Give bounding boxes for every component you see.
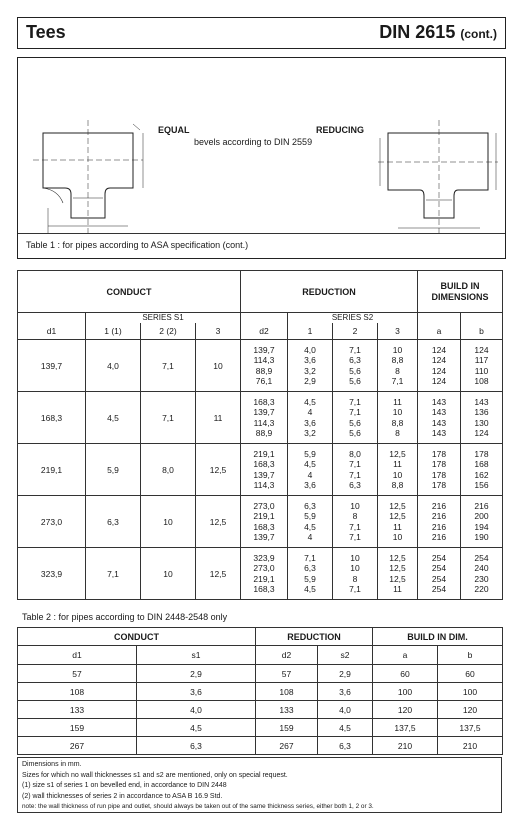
table2-body (18, 665, 503, 755)
table1-row (18, 392, 503, 444)
col-header: 1 (1) (86, 323, 141, 340)
table1-value: 3,2 (304, 428, 316, 438)
table1-value: 254 (431, 573, 447, 584)
table1-cell-d1: 139,7 (18, 340, 86, 392)
col-header: b (438, 646, 503, 665)
table1-row (18, 340, 503, 392)
table2-cell: 267 (18, 737, 137, 755)
table2-cell: 57 (18, 665, 137, 683)
table1-cell-r3 (378, 496, 418, 548)
table1-value: 124 (431, 355, 447, 365)
table2-cell: 3,6 (137, 683, 256, 701)
table1-cell-s1-3: 12,5 (196, 496, 241, 548)
table1-value: 117 (474, 355, 489, 365)
table1-value: 219,1 (253, 573, 275, 584)
table1-value: 12,5 (389, 552, 406, 563)
table1-value: 12,5 (389, 448, 406, 459)
table1-cell-b (461, 340, 503, 392)
table2-cell: 137,5 (438, 719, 503, 737)
table1-cell-s1-1: 4,0 (86, 340, 141, 392)
table1-value: 219,1 (253, 448, 275, 459)
table2-cell: 6,3 (137, 737, 256, 755)
table1-value: 254 (431, 563, 447, 573)
table2-conduct-header: CONDUCT (18, 628, 256, 646)
table1-cell-s1-1: 4,5 (86, 392, 141, 444)
table1-cell-s1-2: 8,0 (141, 444, 196, 496)
table2-cell: 120 (438, 701, 503, 719)
table2-cell: 120 (373, 701, 438, 719)
table1-value: 139,7 (253, 344, 275, 355)
col-header: a (418, 323, 461, 340)
table1-value: 3,2 (304, 365, 316, 376)
table2-cell: 159 (18, 719, 137, 737)
table1-value: 323,9 (253, 552, 275, 563)
table1-cell-r3 (378, 392, 418, 444)
table1-group-header (18, 271, 503, 313)
tee-drawings (18, 58, 505, 258)
table1-cell-a (418, 340, 461, 392)
table1-value: 4,0 (304, 344, 316, 355)
table2-reduction-header: REDUCTION (256, 628, 373, 646)
table1-cell-d2 (241, 392, 288, 444)
table2-row (18, 683, 503, 701)
table1-value: 10 (392, 532, 403, 542)
table1-cell-s1-2: 7,1 (141, 340, 196, 392)
table1-value: 139,7 (253, 532, 275, 542)
table1-value: 11 (393, 459, 402, 469)
table1-value: 168,3 (253, 521, 275, 532)
table1-value: 8,8 (391, 355, 404, 365)
table1-value: 8,8 (391, 417, 404, 428)
table1-value: 3,6 (304, 480, 316, 490)
table2-column-header (18, 646, 503, 665)
table1-cell-b (461, 496, 503, 548)
notes-box (17, 757, 502, 813)
table1-value: 7,1 (349, 396, 361, 407)
table1-cell-b (461, 548, 503, 600)
table2-cell: 2,9 (137, 665, 256, 683)
table1-value: 162 (474, 469, 489, 480)
table1-value: 88,9 (255, 365, 273, 376)
table1-value: 8 (395, 365, 400, 376)
table1-value: 7,1 (349, 459, 361, 469)
table1-value: 178 (431, 480, 447, 490)
table1-cell-d1: 168,3 (18, 392, 86, 444)
table1-value: 5,6 (349, 365, 361, 376)
table1-value: 2,9 (304, 376, 316, 386)
table1-row (18, 496, 503, 548)
table1-value: 114,3 (253, 355, 275, 365)
table2-cell: 133 (256, 701, 318, 719)
table1-value: 10 (392, 344, 403, 355)
table1-value: 230 (474, 573, 489, 584)
table1-value: 178 (474, 448, 489, 459)
table2-cell: 6,3 (318, 737, 373, 755)
table1-value: 7,1 (349, 344, 361, 355)
col-header: 2 (2) (141, 323, 196, 340)
table1-value: 11 (393, 521, 402, 532)
table1-value: 7,1 (349, 521, 361, 532)
table1-value: 6,3 (304, 500, 316, 511)
equal-tee-drawing (33, 120, 143, 233)
table1-value: 7,1 (349, 407, 361, 417)
table2-row (18, 701, 503, 719)
table1-cell-r3 (378, 444, 418, 496)
col-header: d2 (256, 646, 318, 665)
table2-cell: 133 (18, 701, 137, 719)
table1-value: 7,1 (304, 552, 316, 563)
table1-value: 216 (431, 500, 447, 511)
note-line: Sizes for which no wall thicknesses s1 and s2 are mentioned, only on special request. (22, 771, 288, 779)
table1-cell-r1 (288, 496, 333, 548)
standard-title (379, 22, 497, 43)
table2-caption: Table 2 : for pipes according to DIN 2448-2548 only (22, 612, 228, 622)
table1-value: 6,3 (349, 480, 361, 490)
table1-cell-r3 (378, 340, 418, 392)
reducing-label: REDUCING (316, 125, 365, 135)
title-bar (17, 17, 506, 49)
table1-value: 12,5 (389, 500, 406, 511)
table1-value: 143 (474, 396, 489, 407)
col-header: s1 (137, 646, 256, 665)
table2-cell: 108 (256, 683, 318, 701)
col-header: s2 (318, 646, 373, 665)
table1-caption: Table 1 : for pipes according to ASA specification (cont.) (26, 240, 249, 250)
table1-value: 168 (474, 459, 489, 469)
col-header: 1 (288, 323, 333, 340)
table1-row (18, 444, 503, 496)
table1-value: 136 (474, 407, 489, 417)
table1-value: 168,3 (253, 459, 275, 469)
table1-value: 178 (431, 469, 447, 480)
table1-value: 10 (350, 563, 360, 573)
table1-cell-r2 (333, 444, 378, 496)
table1-value: 124 (431, 365, 447, 376)
table1-value: 76,1 (255, 376, 273, 386)
standard-number: DIN 2615 (379, 22, 456, 42)
table1-cell-d1: 219,1 (18, 444, 86, 496)
table1-value: 200 (474, 511, 489, 521)
table1-value: 10 (350, 500, 360, 511)
table1-value: 124 (431, 376, 447, 386)
table1-value: 8,0 (349, 448, 361, 459)
table2-cell: 3,6 (318, 683, 373, 701)
table1-value: 4 (307, 532, 313, 542)
table1-value: 194 (474, 521, 489, 532)
table1-value: 4,5 (304, 396, 316, 407)
table1-value: 12,5 (389, 573, 406, 584)
table1-cell-s1-1: 5,9 (86, 444, 141, 496)
table1-value: 190 (474, 532, 489, 542)
table1-value: 4,5 (304, 584, 316, 594)
table1-cell-d2 (241, 548, 288, 600)
note-line: (2) wall thicknesses of series 2 in accordance to ASA B 16.9 Std. (22, 792, 223, 800)
table1-cell-a (418, 392, 461, 444)
table2-row (18, 737, 503, 755)
table1-value: 3,6 (304, 355, 316, 365)
table2-cell: 100 (438, 683, 503, 701)
note-line: note: the wall thickness of run pipe and outlet, should always be taken out of the same thickness series, either both 1, 2 or 3. (22, 803, 374, 810)
table1-cell-s1-1: 6,3 (86, 496, 141, 548)
table2-cell: 4,5 (318, 719, 373, 737)
table1-value: 254 (474, 552, 489, 563)
table1-value: 168,3 (253, 396, 275, 407)
col-header: b (461, 323, 503, 340)
col-header: 3 (378, 323, 418, 340)
table1-cell-a (418, 496, 461, 548)
table1-cell-s1-3: 10 (196, 340, 241, 392)
table2-cell: 60 (373, 665, 438, 683)
table2-cell: 159 (256, 719, 318, 737)
series-s2-label: SERIES S2 (288, 313, 418, 323)
table2-cell: 57 (256, 665, 318, 683)
table1-value: 10 (392, 469, 403, 480)
table1-cell-r1 (288, 340, 333, 392)
figure-box (17, 57, 506, 259)
table1-value: 143 (431, 428, 447, 438)
table2-cell: 4,0 (318, 701, 373, 719)
table1-cell-s1-3: 11 (196, 392, 241, 444)
table1-cell-b (461, 444, 503, 496)
table1-value: 168,3 (253, 584, 275, 594)
table1-cell-d2 (241, 444, 288, 496)
table1-value: 219,1 (253, 511, 275, 521)
table1-value: 7,1 (349, 532, 361, 542)
table1-value: 216 (431, 511, 447, 521)
table1-value: 4 (307, 469, 313, 480)
table1-value: 88,9 (255, 428, 273, 438)
table1-cell-a (418, 444, 461, 496)
table1-value: 5,6 (349, 417, 361, 428)
bevels-note: bevels according to DIN 2559 (194, 137, 313, 147)
table1-value: 156 (474, 480, 489, 490)
table1-cell-d2 (241, 340, 288, 392)
table1-value: 273,0 (253, 500, 275, 511)
cont-label: (cont.) (460, 27, 497, 41)
table1-value: 216 (431, 521, 447, 532)
table2-cell: 4,5 (137, 719, 256, 737)
table2-cell: 60 (438, 665, 503, 683)
table1-value: 5,9 (304, 511, 316, 521)
table1-value: 12,5 (389, 511, 406, 521)
table1-value: 273,0 (253, 563, 275, 573)
table1-value: 124 (431, 344, 447, 355)
table1-value: 139,7 (253, 407, 275, 417)
table2-cell: 210 (373, 737, 438, 755)
table2-cell: 4,0 (137, 701, 256, 719)
table2-row (18, 665, 503, 683)
table1-value: 10 (392, 407, 403, 417)
table1-cell-s1-2: 10 (141, 496, 196, 548)
table2-cell: 2,9 (318, 665, 373, 683)
table1-cell-r2 (333, 392, 378, 444)
table1-cell-r2 (333, 496, 378, 548)
note-line: Dimensions in mm. (22, 761, 82, 768)
table1-value: 7,1 (349, 584, 361, 594)
table1-value: 5,9 (304, 573, 316, 584)
table1-value: 8,8 (391, 480, 404, 490)
table1-cell-r1 (288, 548, 333, 600)
table1-value: 240 (474, 563, 489, 573)
table1-cell-s1-2: 7,1 (141, 392, 196, 444)
table1-value: 8 (352, 573, 358, 584)
table1-value: 5,6 (349, 376, 361, 386)
table1-value: 4 (307, 407, 313, 417)
col-header: 2 (333, 323, 378, 340)
table2-cell: 137,5 (373, 719, 438, 737)
table1-value: 4,5 (304, 521, 316, 532)
col-header: 3 (196, 323, 241, 340)
table1-value: 124 (474, 428, 489, 438)
table1-value: 12,5 (389, 563, 406, 573)
table1-value: 254 (431, 584, 447, 594)
table1-value: 178 (431, 459, 447, 469)
table1-series-row (18, 313, 503, 323)
col-header: d1 (18, 323, 86, 340)
table1-value: 130 (474, 417, 489, 428)
conduct-header: CONDUCT (18, 271, 241, 313)
table1-value: 216 (431, 532, 447, 542)
table1-value: 8 (395, 428, 400, 438)
table1-cell-r1 (288, 444, 333, 496)
table1-cell-s1-1: 7,1 (86, 548, 141, 600)
table2-cell: 267 (256, 737, 318, 755)
table1-value: 110 (474, 365, 489, 376)
table2-cell: 100 (373, 683, 438, 701)
build-dimensions-header: BUILD IN DIMENSIONS (418, 271, 503, 313)
table1-cell-b (461, 392, 503, 444)
table1-cell-r2 (333, 548, 378, 600)
table1-cell-r2 (333, 340, 378, 392)
table1-value: 7,1 (391, 376, 404, 386)
table1-value: 216 (474, 500, 489, 511)
table2-group-header (18, 628, 503, 646)
table1-value: 11 (393, 584, 402, 594)
col-header: d2 (241, 323, 288, 340)
table1-value: 220 (474, 584, 489, 594)
table1-value: 143 (431, 417, 447, 428)
table1-cell-r1 (288, 392, 333, 444)
table1-row (18, 548, 503, 600)
reduction-header: REDUCTION (241, 271, 418, 313)
table1-value: 5,9 (304, 448, 316, 459)
table1-value: 6,3 (349, 355, 361, 365)
table2-cell: 210 (438, 737, 503, 755)
figure-caption-divider (18, 233, 505, 234)
table1-value: 3,6 (304, 417, 316, 428)
col-header: d1 (18, 646, 137, 665)
series-s1-label: SERIES S1 (86, 313, 241, 323)
table1-value: 254 (431, 552, 447, 563)
table1-cell-a (418, 548, 461, 600)
table1-cell-s1-2: 10 (141, 548, 196, 600)
table1-value: 143 (431, 407, 447, 417)
table1-value: 11 (393, 396, 402, 407)
table1-value: 6,3 (304, 563, 316, 573)
table1-value: 139,7 (253, 469, 275, 480)
table1-cell-d2 (241, 496, 288, 548)
equal-label: EQUAL (158, 125, 190, 135)
table-2 (17, 627, 503, 755)
table1-value: 108 (474, 376, 489, 386)
table1-value: 114,3 (253, 480, 275, 490)
table1-value: 4,5 (304, 459, 316, 469)
table1-cell-s1-3: 12,5 (196, 548, 241, 600)
table1-value: 7,1 (349, 469, 361, 480)
table1-cell-d1: 273,0 (18, 496, 86, 548)
table2-cell: 108 (18, 683, 137, 701)
table1-value: 8 (352, 511, 358, 521)
table1-value: 114,3 (253, 417, 275, 428)
reducing-tee-drawing (378, 120, 498, 233)
table1-value: 10 (350, 552, 360, 563)
table1-value: 178 (431, 448, 447, 459)
table1-body (18, 340, 503, 600)
note-line: (1) size s1 of series 1 on bevelled end, in accordance to DIN 2448 (22, 782, 227, 789)
page-title: Tees (26, 22, 66, 42)
table1-column-header (18, 323, 503, 340)
table1-value: 5,6 (349, 428, 361, 438)
table1-cell-d1: 323,9 (18, 548, 86, 600)
table-1 (17, 270, 503, 600)
table1-cell-s1-3: 12,5 (196, 444, 241, 496)
table1-value: 143 (431, 396, 447, 407)
table2-build-header: BUILD IN DIM. (373, 628, 503, 646)
table2-row (18, 719, 503, 737)
col-header: a (373, 646, 438, 665)
table1-cell-r3 (378, 548, 418, 600)
table1-value: 124 (474, 344, 489, 355)
